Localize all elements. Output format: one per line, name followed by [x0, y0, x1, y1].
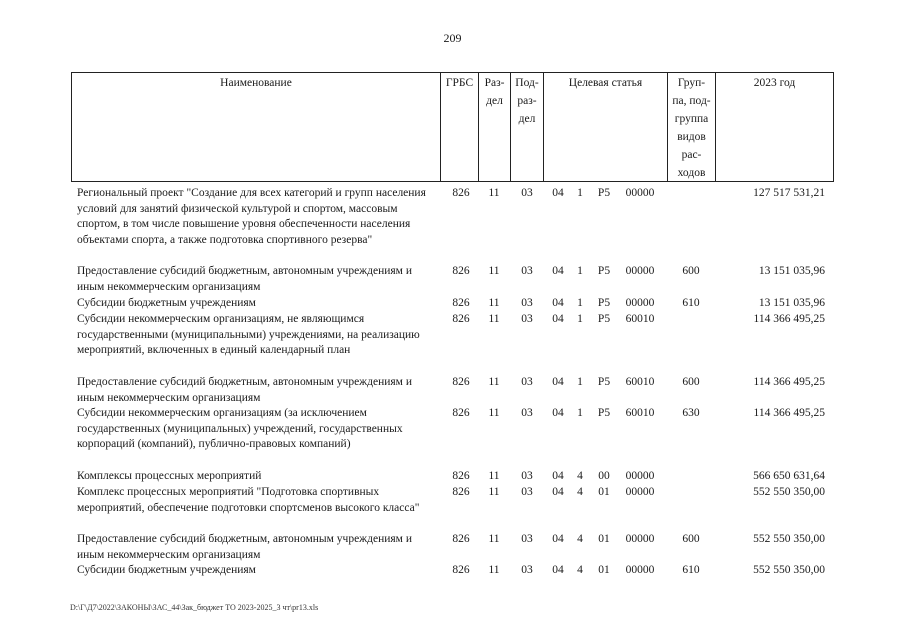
- row-sum-2023: 13 151 035,96: [758, 265, 825, 277]
- row-cs-project: 01: [598, 486, 610, 498]
- row-cs-direction: 60010: [625, 376, 655, 388]
- row-sum-2023: 552 550 350,00: [753, 533, 825, 545]
- row-cs-project: P5: [597, 265, 611, 277]
- row-cs-direction: 60010: [625, 313, 655, 325]
- row-cs-project: 01: [598, 533, 610, 545]
- row-grbs: 826: [452, 297, 470, 309]
- row-podrazdel: 03: [521, 297, 533, 309]
- row-vid-rashodov: 630: [682, 407, 700, 419]
- row-cs-program: 04: [552, 265, 564, 277]
- row-razdel: 11: [488, 265, 500, 277]
- row-cs-direction: 00000: [625, 297, 655, 309]
- row-sum-2023: 13 151 035,96: [758, 297, 825, 309]
- header-podrazdel: Под- раз- дел: [515, 77, 539, 125]
- row-grbs: 826: [452, 265, 470, 277]
- row-name: Субсидии бюджетным учреждениям: [77, 564, 256, 576]
- header-vid-rashodov: Груп- па, под- группа видов рас- ходов: [672, 77, 711, 179]
- row-cs-type: 4: [577, 533, 583, 545]
- row-podrazdel: 03: [521, 376, 533, 388]
- row-cs-type: 1: [577, 313, 583, 325]
- row-cs-type: 1: [577, 265, 583, 277]
- row-cs-type: 1: [577, 407, 583, 419]
- row-name: Комплексы процессных мероприятий: [77, 470, 262, 482]
- row-razdel: 11: [488, 187, 500, 199]
- row-grbs: 826: [452, 470, 470, 482]
- row-grbs: 826: [452, 564, 470, 576]
- row-grbs: 826: [452, 187, 470, 199]
- row-podrazdel: 03: [521, 313, 533, 325]
- row-cs-project: P5: [597, 187, 611, 199]
- file-path-footer: D:\Г\Д7\2022\ЗАКОНЫ\ЗАС_44\Зак_бюджет ТО 2023-2025_3 чт\pr13.xls: [70, 603, 319, 612]
- row-cs-project: P5: [597, 297, 611, 309]
- row-sum-2023: 552 550 350,00: [753, 486, 825, 498]
- row-razdel: 11: [488, 533, 500, 545]
- row-vid-rashodov: 610: [682, 564, 700, 576]
- row-razdel: 11: [488, 564, 500, 576]
- row-cs-program: 04: [552, 313, 564, 325]
- row-grbs: 826: [452, 407, 470, 419]
- row-cs-program: 04: [552, 407, 564, 419]
- row-cs-program: 04: [552, 533, 564, 545]
- row-sum-2023: 114 366 495,25: [753, 407, 825, 419]
- row-cs-project: P5: [597, 376, 611, 388]
- row-podrazdel: 03: [521, 470, 533, 482]
- row-sum-2023: 114 366 495,25: [753, 313, 825, 325]
- header-razdel: Раз- дел: [484, 77, 505, 107]
- row-sum-2023: 127 517 531,21: [753, 187, 825, 199]
- row-sum-2023: 114 366 495,25: [753, 376, 825, 388]
- row-vid-rashodov: 600: [682, 533, 700, 545]
- row-name: Субсидии бюджетным учреждениям: [77, 297, 256, 309]
- row-grbs: 826: [452, 533, 470, 545]
- row-cs-project: 01: [598, 564, 610, 576]
- row-cs-type: 1: [577, 376, 583, 388]
- row-razdel: 11: [488, 470, 500, 482]
- row-podrazdel: 03: [521, 486, 533, 498]
- row-cs-program: 04: [552, 297, 564, 309]
- header-celevaya-statya: Целевая статья: [568, 77, 643, 89]
- row-grbs: 826: [452, 313, 470, 325]
- row-cs-type: 1: [577, 297, 583, 309]
- header-year: 2023 год: [753, 77, 796, 89]
- row-grbs: 826: [452, 486, 470, 498]
- row-razdel: 11: [488, 407, 500, 419]
- header-grbs: ГРБС: [445, 77, 474, 89]
- row-name: Региональный проект "Создание для всех категорий и групп населения условий для занятий физической культурой и спортом, массовым спортом, в том числе повышение уровня обеспеченности населения объектами спорта, а также подготовка спортивного резерва": [77, 187, 426, 246]
- row-vid-rashodov: 600: [682, 265, 700, 277]
- row-podrazdel: 03: [521, 564, 533, 576]
- row-razdel: 11: [488, 313, 500, 325]
- row-cs-direction: 00000: [625, 187, 655, 199]
- row-cs-type: 4: [577, 470, 583, 482]
- row-cs-type: 4: [577, 564, 583, 576]
- row-cs-direction: 00000: [625, 533, 655, 545]
- row-vid-rashodov: 610: [682, 297, 700, 309]
- row-name: Предоставление субсидий бюджетным, автономным учреждениям и иным некоммерческим организациям: [77, 376, 412, 404]
- row-razdel: 11: [488, 297, 500, 309]
- page-number: 209: [443, 31, 462, 45]
- row-cs-direction: 00000: [625, 265, 655, 277]
- row-cs-project: 00: [598, 470, 610, 482]
- row-vid-rashodov: 600: [682, 376, 700, 388]
- row-name: Комплекс процессных мероприятий "Подготовка спортивных мероприятий, обеспечение подготовки спортсменов высокого класса": [77, 486, 420, 514]
- row-name: Предоставление субсидий бюджетным, автономным учреждениям и иным некоммерческим организациям: [77, 533, 412, 561]
- row-cs-program: 04: [552, 187, 564, 199]
- row-name: Субсидии некоммерческим организациям (за исключением государственных (муниципальных) учреждений, государственных корпораций (компаний), публично-правовых компаний): [77, 407, 403, 450]
- row-razdel: 11: [488, 376, 500, 388]
- row-cs-program: 04: [552, 376, 564, 388]
- row-cs-direction: 00000: [625, 564, 655, 576]
- row-grbs: 826: [452, 376, 470, 388]
- row-podrazdel: 03: [521, 407, 533, 419]
- row-podrazdel: 03: [521, 533, 533, 545]
- row-cs-direction: 00000: [625, 486, 655, 498]
- row-podrazdel: 03: [521, 265, 533, 277]
- row-sum-2023: 566 650 631,64: [753, 470, 825, 482]
- row-sum-2023: 552 550 350,00: [753, 564, 825, 576]
- row-cs-program: 04: [552, 470, 564, 482]
- row-podrazdel: 03: [521, 187, 533, 199]
- row-cs-project: P5: [597, 313, 611, 325]
- row-cs-type: 4: [577, 486, 583, 498]
- row-cs-type: 1: [577, 187, 583, 199]
- row-cs-direction: 00000: [625, 470, 655, 482]
- row-cs-program: 04: [552, 486, 564, 498]
- row-name: Субсидии некоммерческим организациям, не являющимся государственными (муниципальными) учреждениями, на реализацию мероприятий, включенных в единый календарный план: [77, 313, 420, 356]
- header-name: Наименование: [220, 77, 292, 89]
- row-cs-direction: 60010: [625, 407, 655, 419]
- row-cs-project: P5: [597, 407, 611, 419]
- row-cs-program: 04: [552, 564, 564, 576]
- row-name: Предоставление субсидий бюджетным, автономным учреждениям и иным некоммерческим организациям: [77, 265, 412, 293]
- row-razdel: 11: [488, 486, 500, 498]
